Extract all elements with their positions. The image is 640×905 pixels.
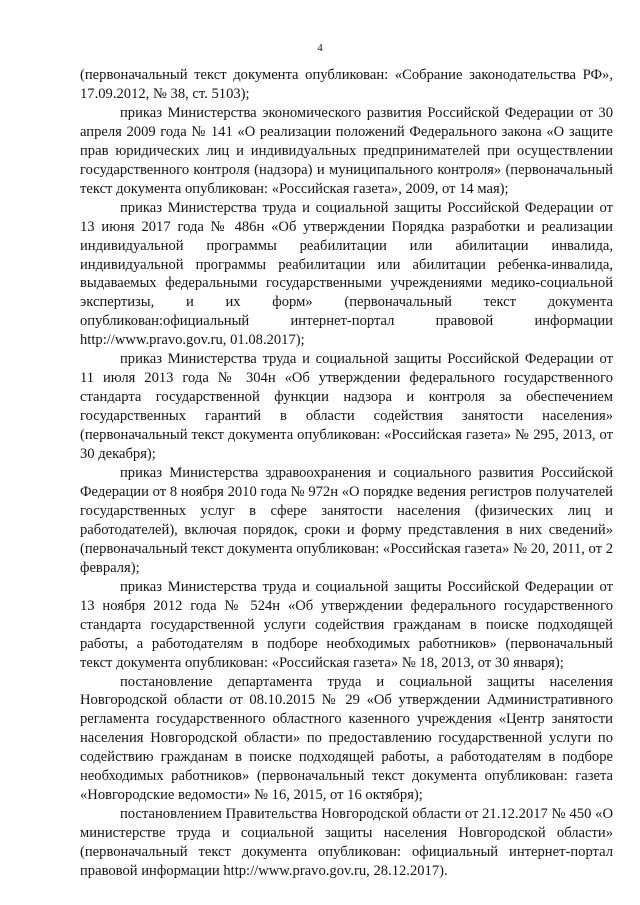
paragraph-1: (первоначальный текст документа опубликован: «Собрание законодательства РФ», 17.09.2012, № 38, ст. 5103); <box>80 67 613 102</box>
page-number: 4 <box>317 42 323 54</box>
document-body <box>80 66 613 881</box>
paragraph-2: приказ Министерства экономического развития Российской Федерации от 30 апреля 2009 года № 141 «О реализации положений Федерального закона «О защите прав юридических лиц и индивидуальных предпринимателей при осуществлении государственного контроля (надзора) и муниципального контроля» (первоначальный текст документа опубликован: «Российская газета», 2009, от 14 мая); <box>80 104 613 197</box>
paragraph-3: приказ Министерства труда и социальной защиты Российской Федерации от 13 июня 2017 года № 486н «Об утверждении Порядка разработки и реализации индивидуальной программы реабилитации или абилитации инвалида, индивидуальной программы реабилитации или абилитации ребенка-инвалида, выдаваемых федеральными государственными учреждениями медико-социальной экспертизы, и их форм» (первоначальный текст документа опубликован:официальный интернет-портал правовой информации http://www.pravo.gov.ru, 01.08.2017); <box>80 199 613 349</box>
paragraph-4: приказ Министерства труда и социальной защиты Российской Федерации от 11 июля 2013 года № 304н «Об утверждении федерального государственного стандарта государственной функции надзора и контроля за обеспечением государственных гарантий в области содействия занятости населения» (первоначальный текст документа опубликован: «Российская газета» № 295, 2013, от 30 декабря); <box>80 351 613 463</box>
paragraph-8: постановлением Правительства Новгородской области от 21.12.2017 № 450 «О министерстве труда и социальной защиты населения Новгородской области» (первоначальный текст документа опубликован: официальный интернет-портал правовой информации http://www.pravo.gov.ru, 28.12.2017). <box>80 806 613 880</box>
paragraph-6: приказ Министерства труда и социальной защиты Российской Федерации от 13 ноября 2012 года № 524н «Об утверждении федерального государственного стандарта государственной услуги содействия гражданам в поиске подходящей работы, а работодателям в подборе необходимых работников» (первоначальный текст документа опубликован: «Российская газета» № 18, 2013, от 30 января); <box>80 578 613 671</box>
paragraph-7: постановление департамента труда и социальной защиты населения Новгородской области от 08.10.2015 № 29 «Об утверждении Административного регламента государственного областного казенного учреждения «Центр занятости населения Новгородской области» по предоставлению государственной услуги по содействию гражданам в поиске подходящей работы, а работодателям в подборе необходимых работников» (первоначальный текст документа опубликован: газета «Новгородские ведомости» № 16, 2015, от 16 октября); <box>80 673 613 804</box>
paragraph-5: приказ Министерства здравоохранения и социального развития Российской Федерации от 8 ноября 2010 года № 972н «О порядке ведения регистров получателей государственных услуг в сфере занятости населения (физических лиц и работодателей), включая порядок, сроки и форму представления в них сведений» (первоначальный текст документа опубликован: «Российская газета» № 20, 2011, от 2 февраля); <box>80 465 613 576</box>
